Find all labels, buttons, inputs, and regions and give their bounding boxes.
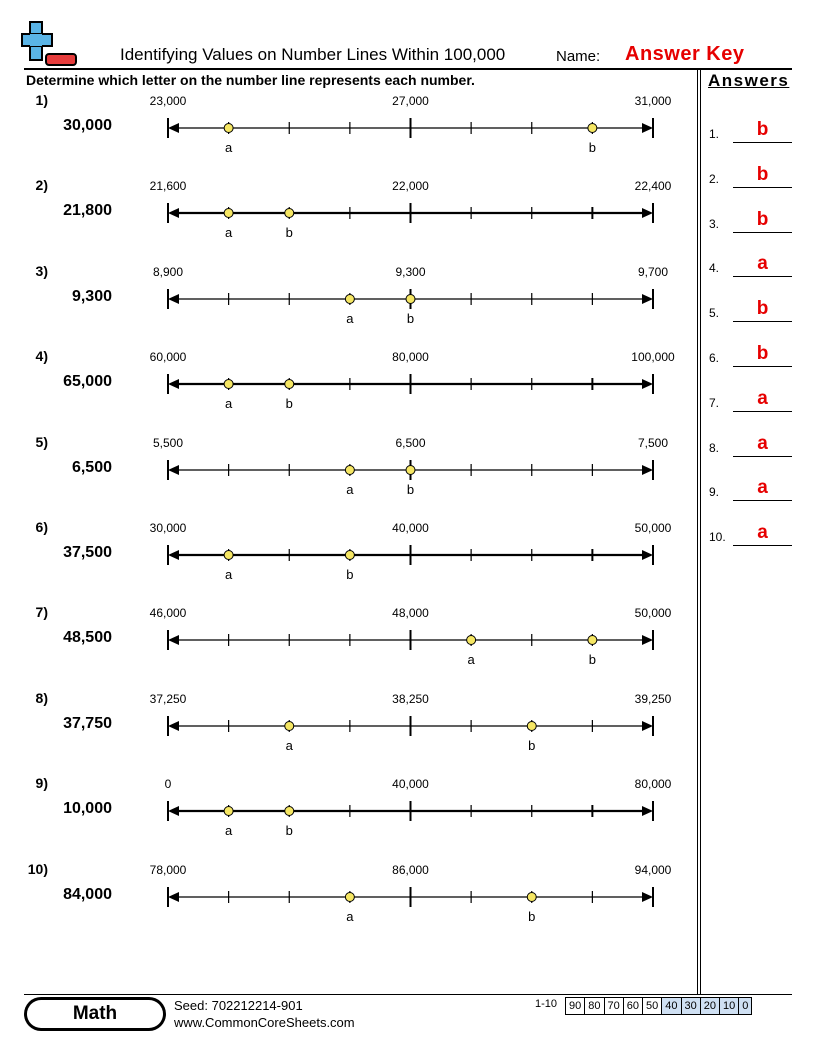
score-cell: 10: [719, 998, 738, 1014]
tick-label: 21,600: [149, 179, 187, 194]
right-arrow-icon: [642, 123, 653, 133]
answer-line: [733, 142, 792, 143]
tick-label: 48,000: [392, 606, 429, 621]
problem-value: 37,750: [63, 714, 112, 732]
problem-number: 3): [35, 262, 48, 279]
tick-label: 60,000: [149, 350, 187, 365]
problem-value: 21,800: [63, 202, 112, 220]
tick-label: 40,000: [392, 777, 429, 792]
answer-line: [733, 366, 792, 367]
tick-label: 9,700: [637, 264, 669, 279]
answer-number: 6.: [709, 351, 720, 365]
answer-value: a: [757, 253, 768, 275]
number-line-problem: [0, 861, 700, 946]
right-arrow-icon: [642, 892, 653, 902]
answer-number: 10.: [709, 530, 726, 545]
point-marker: [224, 380, 233, 389]
answer-number: 2.: [709, 171, 720, 186]
answer-line: [733, 456, 792, 457]
score-cell: 60: [623, 998, 642, 1014]
score-cell: 80: [584, 998, 603, 1014]
problem-number: 5): [35, 433, 48, 450]
answer-row: [709, 247, 792, 277]
problem-number: 7): [35, 604, 48, 621]
tick-label: 78,000: [149, 862, 187, 877]
score-range-label: 1-10: [535, 998, 558, 1010]
answer-value: a: [757, 387, 768, 409]
point-label: a: [467, 652, 475, 668]
right-arrow-icon: [642, 806, 653, 816]
answer-number: 4.: [709, 261, 720, 276]
number-line-problem: [0, 92, 700, 177]
problem-number: 9): [35, 775, 48, 792]
point-label: a: [225, 140, 233, 155]
point-marker: [224, 124, 233, 133]
score-cell: 0: [738, 998, 751, 1014]
number-line: [0, 775, 700, 860]
left-arrow-icon: [168, 465, 179, 475]
footer-divider: [24, 994, 792, 995]
name-label: Name:: [556, 48, 601, 65]
point-label: a: [346, 908, 354, 924]
number-line: [0, 263, 700, 348]
website-link[interactable]: www.CommonCoreSheets.com: [174, 1015, 355, 1030]
point-marker: [588, 636, 597, 645]
point-marker: [224, 209, 233, 218]
math-badge-label: Math: [27, 1000, 163, 1028]
point-label: a: [225, 396, 233, 412]
right-arrow-icon: [642, 550, 653, 560]
point-marker: [345, 465, 354, 474]
left-arrow-icon: [168, 123, 179, 133]
point-label: b: [285, 823, 293, 839]
answer-row: [709, 427, 792, 457]
answer-value: b: [756, 208, 769, 230]
answer-row: [709, 471, 792, 501]
left-arrow-icon: [168, 721, 179, 731]
number-line: [0, 348, 700, 433]
answer-number: 3.: [709, 216, 720, 231]
number-line-problem: [0, 690, 700, 775]
left-arrow-icon: [168, 892, 179, 902]
answer-row: [709, 292, 792, 322]
number-line: [0, 861, 700, 946]
point-marker: [588, 124, 597, 133]
answer-number: 8.: [709, 440, 720, 455]
answer-row: [709, 203, 792, 233]
point-label: a: [225, 823, 233, 839]
point-marker: [406, 465, 415, 474]
page-title: Identifying Values on Number Lines Within 100,000: [120, 45, 506, 64]
answer-line: [733, 232, 792, 233]
point-marker: [467, 636, 476, 645]
answer-row: [709, 113, 792, 143]
number-line-problem: [0, 604, 700, 689]
number-line-problem: [0, 177, 700, 262]
problem-number: 4): [35, 348, 48, 365]
answer-value: b: [756, 163, 769, 185]
answer-value: a: [757, 522, 768, 544]
tick-label: 86,000: [392, 862, 429, 877]
answer-row: [709, 516, 792, 546]
point-marker: [527, 892, 536, 901]
answer-number: 5.: [709, 306, 720, 321]
point-label: a: [225, 225, 233, 241]
number-line: [0, 92, 700, 177]
problem-value: 84,000: [63, 885, 112, 903]
point-marker: [285, 807, 294, 816]
score-table: [565, 997, 752, 1015]
tick-label: 30,000: [149, 521, 187, 535]
right-arrow-icon: [642, 294, 653, 304]
right-arrow-icon: [642, 379, 653, 389]
problem-value: 48,500: [63, 629, 112, 647]
left-arrow-icon: [168, 379, 179, 389]
answer-line: [733, 545, 792, 546]
tick-label: 22,000: [392, 179, 429, 194]
tick-label: 0: [164, 777, 172, 792]
number-line-problem: [0, 775, 700, 860]
tick-label: 39,250: [634, 691, 672, 706]
point-marker: [285, 721, 294, 730]
tick-label: 23,000: [149, 94, 187, 108]
tick-label: 80,000: [392, 350, 429, 365]
answer-line: [733, 276, 792, 277]
tick-label: 40,000: [392, 521, 429, 535]
problem-number: 6): [35, 519, 48, 535]
left-arrow-icon: [168, 294, 179, 304]
answer-number: 9.: [709, 485, 720, 500]
number-line: [0, 519, 700, 604]
number-line: [0, 177, 700, 262]
answer-row: [709, 158, 792, 188]
point-label: a: [346, 481, 354, 497]
number-line-problem: [0, 348, 700, 433]
answer-line: [733, 321, 792, 322]
answer-value: b: [756, 298, 769, 320]
number-line: [0, 434, 700, 519]
point-marker: [345, 892, 354, 901]
problem-value: 10,000: [63, 800, 112, 818]
problem-number: 1): [35, 92, 48, 108]
problem-number: 8): [35, 689, 48, 706]
point-label: a: [346, 310, 354, 326]
point-marker: [224, 807, 233, 816]
answer-key-label: Answer Key: [625, 43, 745, 65]
problem-number: 10): [27, 860, 48, 877]
score-cell: 20: [700, 998, 719, 1014]
tick-label: 50,000: [634, 606, 672, 621]
left-arrow-icon: [168, 635, 179, 645]
answer-line: [733, 500, 792, 501]
tick-label: 6,500: [395, 435, 426, 450]
answer-number: 1.: [709, 127, 720, 141]
tick-label: 7,500: [637, 435, 669, 450]
right-arrow-icon: [642, 721, 653, 731]
answer-row: [709, 382, 792, 412]
number-line: [0, 604, 700, 689]
answer-value: a: [757, 432, 768, 454]
problem-value: 30,000: [63, 117, 112, 134]
score-cell: 70: [604, 998, 623, 1014]
point-marker: [345, 294, 354, 303]
number-line-problem: [0, 434, 700, 519]
point-label: b: [346, 567, 354, 582]
tick-label: 50,000: [634, 521, 672, 535]
problem-value: 65,000: [63, 373, 112, 391]
tick-label: 9,300: [395, 264, 426, 279]
left-arrow-icon: [168, 208, 179, 218]
math-badge: [24, 997, 166, 1031]
answer-value: b: [756, 343, 769, 364]
tick-label: 100,000: [631, 350, 675, 365]
point-label: b: [588, 140, 596, 155]
score-cell: 90: [569, 1000, 582, 1012]
point-marker: [285, 380, 294, 389]
answer-row: [709, 337, 792, 367]
point-label: b: [406, 481, 415, 497]
answer-value: a: [757, 477, 768, 499]
left-arrow-icon: [168, 550, 179, 560]
plus-minus-logo-icon: [20, 20, 80, 68]
score-cell: 30: [681, 998, 700, 1014]
point-label: a: [285, 737, 293, 753]
point-label: b: [406, 310, 415, 326]
tick-label: 94,000: [634, 862, 672, 877]
number-line-problem: [0, 519, 700, 604]
point-label: b: [588, 652, 596, 668]
point-label: b: [285, 225, 293, 241]
answer-number: 7.: [709, 395, 720, 410]
seed-text: Seed: 702212214-901: [174, 998, 303, 1013]
score-cell: 40: [661, 998, 680, 1014]
tick-label: 80,000: [634, 777, 672, 792]
answer-value: b: [756, 119, 769, 140]
point-marker: [527, 721, 536, 730]
problem-number: 2): [35, 177, 48, 194]
left-arrow-icon: [168, 806, 179, 816]
answer-line: [733, 411, 792, 412]
problem-value: 37,500: [63, 544, 112, 561]
point-marker: [285, 209, 294, 218]
point-label: b: [528, 908, 536, 924]
tick-label: 22,400: [634, 179, 672, 194]
point-label: b: [528, 737, 536, 753]
tick-label: 27,000: [392, 94, 429, 108]
right-arrow-icon: [642, 208, 653, 218]
score-cell: 50: [642, 998, 661, 1014]
right-arrow-icon: [642, 635, 653, 645]
answers-heading: Answers: [708, 71, 790, 90]
tick-label: 38,250: [392, 691, 429, 706]
header-divider: [24, 68, 792, 70]
answer-line: [733, 187, 792, 188]
point-marker: [406, 294, 415, 303]
tick-label: 31,000: [634, 94, 672, 108]
point-label: b: [285, 396, 293, 412]
point-label: a: [225, 567, 233, 582]
instructions: Determine which letter on the number line represents each number.: [26, 72, 475, 88]
tick-label: 5,500: [152, 435, 184, 450]
problem-value: 9,300: [71, 287, 112, 305]
tick-label: 37,250: [149, 691, 187, 706]
number-line: [0, 690, 700, 775]
right-arrow-icon: [642, 465, 653, 475]
tick-label: 46,000: [149, 606, 187, 621]
point-marker: [224, 551, 233, 560]
tick-label: 8,900: [152, 264, 184, 279]
problem-value: 6,500: [71, 458, 112, 476]
number-line-problem: [0, 263, 700, 348]
point-marker: [345, 551, 354, 560]
